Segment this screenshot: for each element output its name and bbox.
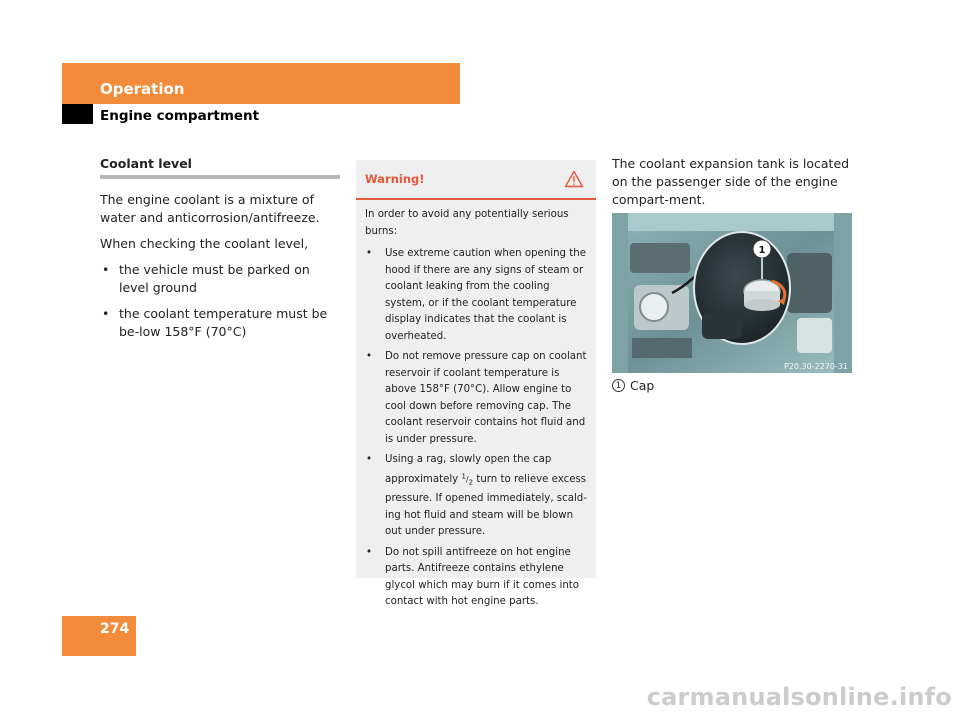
warning-triangle-icon — [564, 170, 584, 192]
header-marker — [62, 104, 93, 124]
paragraph: When checking the coolant level, — [100, 236, 309, 251]
warning-item-text: Do not remove pressure cap on coolant reservoir if coolant temperature is above 158°F (70°C). Allow engine to cool down before removing cap. The coolant reservoir contains hot fluid and is under pressure. — [385, 351, 587, 445]
engine-compartment-photo — [612, 213, 852, 373]
bullet-icon: • — [102, 306, 110, 321]
page-number: 274 — [100, 621, 130, 637]
watermark: carmanualsonline.info — [646, 683, 952, 711]
warning-item — [365, 452, 587, 541]
warning-item-text-part: turn to relieve excess pressure. If opened immediately, scald-ing hot fluid and steam will be blown out under pressure. — [385, 474, 587, 538]
warning-item — [365, 349, 587, 448]
left-column — [100, 155, 343, 349]
callout-number: 1 — [612, 379, 625, 392]
fraction: $^1/_2$ — [461, 472, 474, 487]
list-item — [100, 305, 343, 341]
svg-text:1: 1 — [758, 245, 766, 256]
photo-caption — [612, 378, 654, 393]
caption-text: Cap — [630, 378, 655, 393]
warning-intro: In order to avoid any potentially serious burns: — [365, 209, 569, 237]
chapter-title: Operation — [100, 80, 185, 98]
warning-item-text — [385, 454, 587, 537]
warning-item-text-part: Using a rag, slowly open the cap approximately — [385, 454, 552, 486]
photo-code: P20.30-2270-31 — [783, 362, 848, 371]
warning-body — [356, 200, 596, 611]
warning-item — [365, 545, 587, 611]
warning-title: Warning! — [365, 172, 425, 186]
warning-item-text: Do not spill antifreeze on hot engine parts. Antifreeze contains ethylene glycol which may burn if it comes into contact with hot engine parts. — [385, 546, 580, 608]
list-item-text: the coolant temperature must be be-low 158°F (70°C) — [119, 306, 328, 339]
list-item-text: the vehicle must be parked on level ground — [119, 262, 310, 295]
warning-box — [356, 160, 596, 608]
warning-item — [365, 246, 587, 345]
bullet-icon: • — [366, 351, 373, 362]
right-column — [612, 155, 857, 209]
bullet-icon: • — [366, 546, 373, 558]
section-title: Engine compartment — [100, 108, 260, 124]
warning-list — [365, 246, 587, 611]
bullet-list — [100, 261, 343, 341]
section-heading: Coolant level — [100, 156, 192, 171]
fraction-denominator: 2 — [468, 478, 474, 487]
paragraph: The engine coolant is a mixture of water and anticorrosion/antifreeze. — [100, 192, 320, 225]
fraction-numerator: 1 — [461, 472, 466, 481]
bullet-icon: • — [102, 262, 110, 277]
paragraph: The coolant expansion tank is located on the passenger side of the engine compart-ment. — [612, 156, 850, 207]
bullet-icon: • — [366, 454, 373, 465]
list-item — [100, 261, 343, 297]
warning-header — [356, 160, 596, 200]
heading-rule — [100, 175, 340, 179]
bullet-icon: • — [366, 248, 373, 259]
warning-item-text: Use extreme caution when opening the hood if there are any signs of steam or coolant leaking from the cooling system, or if the coolant temperature display indicates that the coolant is overheated. — [385, 248, 586, 342]
